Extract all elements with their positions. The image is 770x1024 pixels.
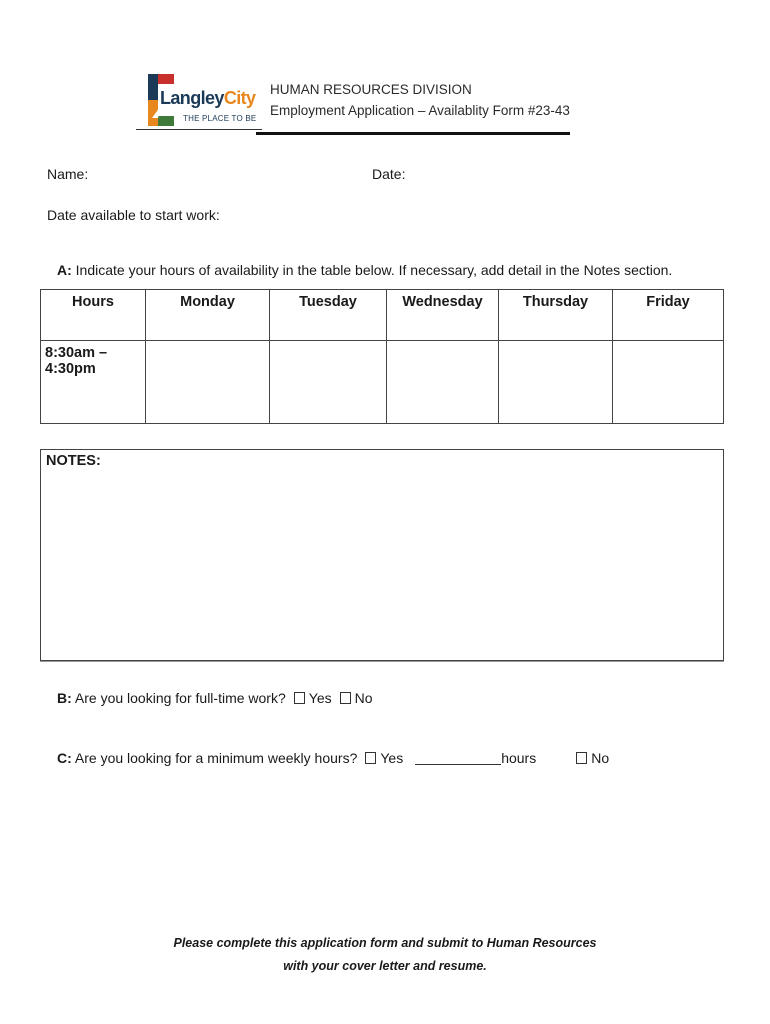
header-monday: Monday [146, 290, 270, 341]
notes-label: NOTES: [46, 453, 101, 469]
no-label: No [354, 690, 373, 706]
logo-word-city: City [223, 88, 256, 108]
thursday-cell[interactable] [499, 341, 613, 424]
tuesday-cell[interactable] [270, 341, 387, 424]
yes-checkbox[interactable] [365, 752, 376, 764]
table-header-row [41, 290, 724, 341]
section-c-letter: C: [57, 750, 72, 766]
yes-checkbox[interactable] [294, 692, 305, 704]
notes-box[interactable] [40, 449, 724, 661]
section-a-letter: A: [57, 262, 72, 278]
header-friday: Friday [613, 290, 724, 341]
section-c-text: Are you looking for a minimum weekly hours? [71, 750, 358, 766]
section-b-letter: B: [57, 690, 72, 706]
division-title: HUMAN RESOURCES DIVISION [270, 82, 472, 97]
name-field-label: Name: [47, 166, 89, 182]
langley-city-logo [140, 74, 258, 130]
header-thursday: Thursday [499, 290, 613, 341]
form-title: Employment Application – Availablity Form #23-43 [270, 103, 570, 118]
date-field-label: Date: [372, 166, 406, 182]
availability-table [40, 289, 723, 414]
logo-tagline: THE PLACE TO BE [183, 114, 257, 123]
header-hours: Hours [41, 290, 146, 341]
no-checkbox[interactable] [340, 692, 351, 704]
section-c-question [57, 750, 609, 766]
no-label: No [591, 750, 610, 766]
logo-word-langley: Langley [160, 88, 224, 108]
yes-label: Yes [308, 690, 332, 706]
hours-blank-field[interactable] [415, 750, 501, 765]
header-rule-right [256, 132, 570, 135]
yes-label: Yes [380, 750, 404, 766]
section-b-text: Are you looking for full-time work? [71, 690, 286, 706]
header-wednesday: Wednesday [387, 290, 499, 341]
header-rule-left [136, 129, 262, 130]
table-row [41, 341, 724, 424]
hours-cell: 8:30am – 4:30pm [41, 341, 146, 424]
footer-instruction-line2: with your cover letter and resume. [283, 959, 487, 973]
start-date-field-label: Date available to start work: [47, 207, 220, 223]
footer-instruction-line1: Please complete this application form and submit to Human Resources [173, 936, 597, 950]
monday-cell[interactable] [146, 341, 270, 424]
friday-cell[interactable] [613, 341, 724, 424]
wednesday-cell[interactable] [387, 341, 499, 424]
header-tuesday: Tuesday [270, 290, 387, 341]
hours-unit-label: hours [501, 750, 537, 766]
section-b-question [57, 690, 373, 706]
no-checkbox[interactable] [576, 752, 587, 764]
section-a-text: Indicate your hours of availability in the table below. If necessary, add detail in the Notes section. [71, 262, 673, 278]
section-a-instruction [57, 262, 672, 278]
logo-wordmark [160, 88, 255, 109]
